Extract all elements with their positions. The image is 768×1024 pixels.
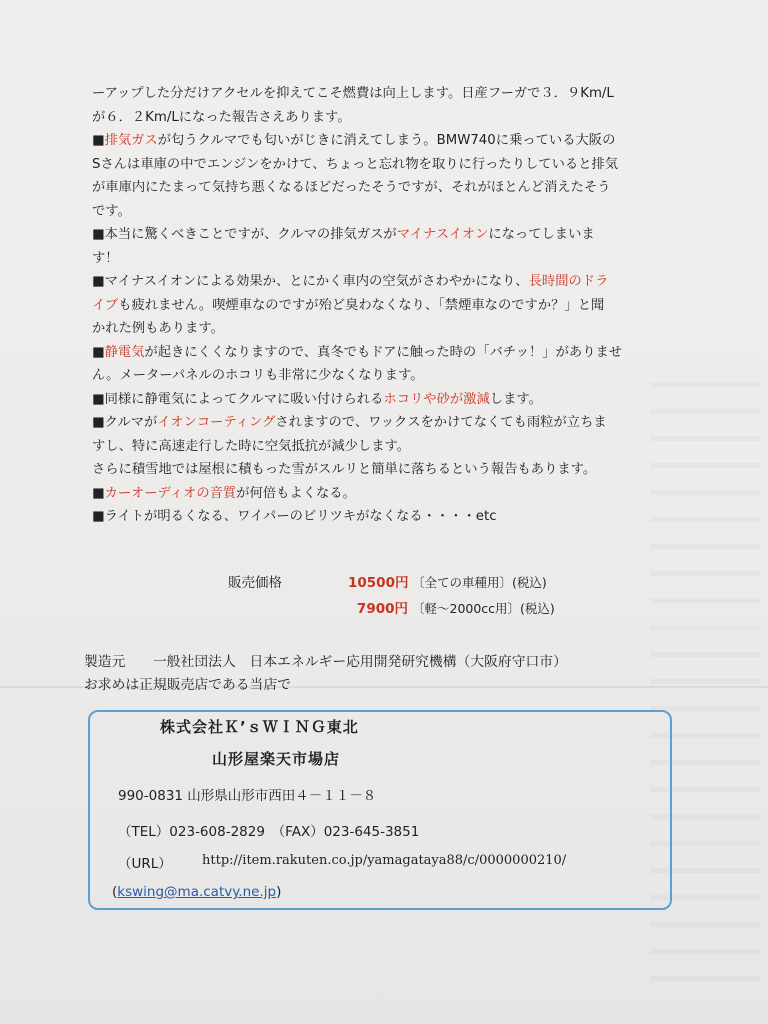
body-text: ■ [92, 344, 105, 360]
highlight-text: イオンコーティング [157, 415, 276, 430]
body-line [92, 294, 692, 318]
body-text: ■本当に驚くべきことですが、クルマの排気ガスが [92, 227, 397, 242]
body-line [92, 411, 692, 435]
manufacturer-line: 製造元 一般社団法人 日本エネルギー応用開発研究機構（大阪府守口市） [84, 654, 567, 670]
body-text: ■クルマが [92, 415, 158, 430]
email-open-paren: ( [112, 884, 118, 900]
body-text: Sさんは車庫の中でエンジンをかけて、ちょっと忘れ物を取りに行ったりしていると排気 [92, 156, 619, 172]
shop-url-link[interactable]: http://item.rakuten.co.jp/yamagataya88/c/0000000210/ [202, 853, 567, 868]
price-note: 〔全ての車種用〕(税込) [412, 575, 547, 590]
product-benefits-text [92, 82, 692, 529]
body-text: になってしまいま [488, 227, 595, 242]
body-text: です。 [92, 203, 131, 219]
body-text: が車庫内にたまって気持ち悪くなるほどだったそうですが、それがほとんど消えたそう [92, 180, 611, 195]
body-line [92, 435, 692, 459]
phone-fax: （TEL）023-608-2829 （FAX）023-645-3851 [118, 824, 420, 840]
price-row-all-cars [348, 571, 547, 591]
body-text: が匂うクルマでも匂いがじきに消えてしまう。BMW740に乗っている大阪の [157, 133, 616, 148]
body-text: ーアップした分だけアクセルを抑えてこそ燃費は向上します。日産フーガで３．９Km/L [92, 86, 614, 101]
body-line [92, 341, 692, 365]
body-text: かれた例もあります。 [92, 321, 224, 336]
body-text: が６．２Km/Lになった報告さえあります。 [92, 109, 351, 125]
highlight-text: 長時間のドラ [528, 274, 609, 289]
body-line [92, 153, 692, 177]
body-line [92, 458, 692, 482]
body-line [92, 200, 692, 224]
body-line [92, 270, 692, 294]
body-line [92, 482, 692, 506]
url-label: （URL） [118, 856, 172, 872]
highlight-text: イブ [92, 297, 119, 313]
body-text: されますので、ワックスをかけてなくても雨粒が立ちま [275, 415, 607, 430]
body-text: すし、特に高速走行した時に空気抵抗が減少します。 [92, 438, 411, 454]
address: 990-0831 山形県山形市西田４－１１－８ [118, 788, 377, 804]
body-text: も疲れません。喫煙車なのですが殆ど臭わなくなり、「禁煙車なのですか？」と聞 [118, 297, 605, 313]
price-row-light-cars [348, 597, 555, 617]
highlight-text: 静電気 [104, 344, 145, 360]
email-line [112, 884, 281, 900]
body-text: ■マイナスイオンによる効果か、とにかく車内の空気がさわやかになり、 [92, 274, 529, 289]
purchase-note: お求めは正規販売店である当店で [84, 677, 291, 693]
email-link[interactable]: kswing@ma.catvy.ne.jp [117, 884, 277, 900]
body-text: す！ [92, 250, 119, 266]
price-amount: 7900円 [356, 601, 408, 617]
body-line [92, 317, 692, 341]
body-line [92, 223, 692, 247]
highlight-text: ホコリや砂が激減 [383, 391, 490, 407]
body-line [92, 247, 692, 271]
body-line [92, 505, 692, 529]
shop-contact-box [88, 710, 672, 910]
highlight-text: 排気ガス [104, 133, 158, 148]
highlight-text: カーオーディオの音質 [104, 485, 237, 501]
body-line [92, 129, 692, 153]
body-text: ■ [92, 133, 105, 148]
store-name: 山形屋楽天市場店 [212, 750, 341, 768]
body-text: ん。メーターパネルのホコリも非常に少なくなります。 [92, 368, 424, 383]
body-text: ■同様に静電気によってクルマに吸い付けられる [92, 391, 384, 407]
price-note: 〔軽～2000cc用〕(税込) [412, 601, 555, 616]
body-text: さらに積雪地では屋根に積もった雪がスルリと簡単に落ちるという報告もあります。 [92, 462, 597, 477]
company-name: 株式会社Ｋ’ｓＷＩＮＧ東北 [160, 718, 359, 736]
body-text: します。 [489, 391, 542, 407]
price-amount: 10500円 [348, 575, 409, 591]
body-line [92, 388, 692, 412]
body-text: ■ライトが明るくなる、ワイパーのビリツキがなくなる・・・・etc [92, 509, 497, 524]
highlight-text: マイナスイオン [396, 227, 489, 242]
price-label: 販売価格 [228, 575, 282, 591]
body-line [92, 364, 692, 388]
email-close-paren: ) [276, 884, 282, 900]
body-text: が何倍もよくなる。 [236, 485, 356, 501]
body-line [92, 106, 692, 130]
body-line [92, 82, 692, 106]
body-line [92, 176, 692, 200]
body-text: ■ [92, 485, 105, 501]
body-text: が起きにくくなりますので、真冬でもドアに触った時の「バチッ！」がありませ [144, 344, 623, 360]
